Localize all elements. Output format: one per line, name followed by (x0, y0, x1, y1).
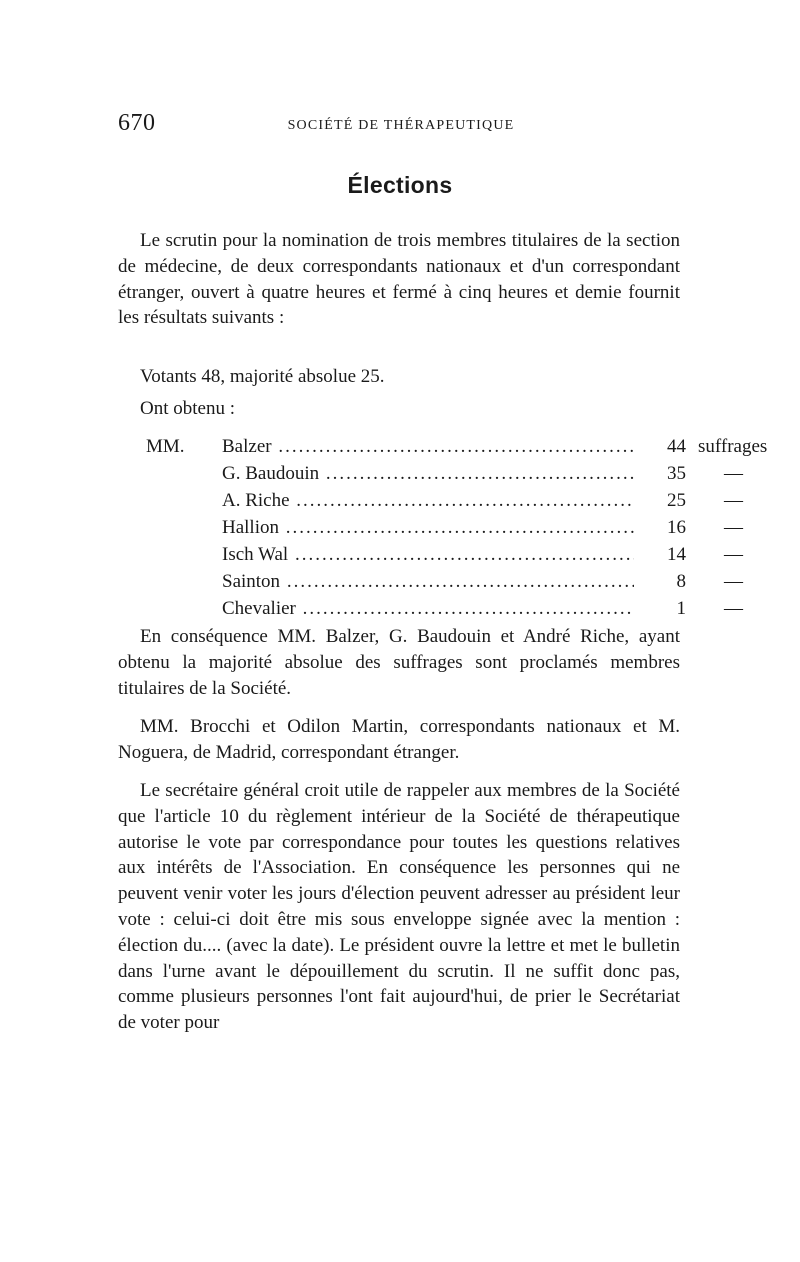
vote-unit: — (724, 517, 743, 538)
votants-line: Votants 48, majorité absolue 25. (140, 366, 385, 387)
obtenu-line: Ont obtenu : (140, 398, 235, 419)
result-title: MM. (146, 436, 185, 457)
correspondants-paragraph: MM. Brocchi et Odilon Martin, correspondants nationaux et M. Noguera, de Madrid, correspondant étranger. (118, 716, 680, 763)
result-row (146, 434, 768, 460)
vote-count: 44 (634, 434, 690, 460)
candidate-name: A. Riche ..... (222, 488, 634, 514)
candidate-name: Isch Wal ..... (222, 542, 634, 568)
result-row (146, 461, 743, 487)
vote-count: 8 (634, 569, 690, 595)
vote-count: 35 (634, 461, 690, 487)
vote-unit: — (724, 571, 743, 592)
consequence-paragraph: En conséquence MM. Balzer, G. Baudouin et André Riche, ayant obtenu la majorité absolue des suffrages sont proclamés membres titulaires de la Société. (118, 626, 680, 699)
candidate-name: G. Baudouin ..... (222, 461, 634, 487)
section-title: Élections (347, 172, 453, 198)
secretaire-paragraph: Le secrétaire général croit utile de rappeler aux membres de la Société que l'article 10 du règlement intérieur de la Société de thérapeutique autorise le vote par correspondance pour toutes les questions relatives aux intérêts de l'Association. En conséquence les personnes qui ne peuvent venir voter les jours d'élection peuvent adresser au président leur vote : celui-ci doit être mis sous enveloppe signée avec la mention : élection du.... (avec la date). Le président ouvre la lettre et met le bulletin dans l'urne avant le dépouillement du scrutin. Il ne suffit donc pas, comme plusieurs personnes l'ont fait aujourd'hui, de prier le Secrétariat de voter pour (118, 780, 680, 1034)
vote-unit: suffrages (698, 436, 768, 457)
intro-paragraph: Le scrutin pour la nomination de trois membres titulaires de la section de médecine, de deux correspondants nationaux et d'un correspondant étranger, ouvert à quatre heures et fermé à cinq heures et demie fournit les résultats suivants : (118, 230, 680, 329)
vote-unit: — (724, 598, 743, 619)
vote-unit: — (724, 490, 743, 511)
vote-count: 1 (634, 596, 690, 622)
result-row (146, 569, 743, 595)
page-number: 670 (118, 110, 156, 136)
vote-count: 14 (634, 542, 690, 568)
candidate-name: Chevalier ..... (222, 596, 634, 622)
vote-unit: — (724, 544, 743, 565)
result-row (146, 542, 743, 568)
vote-count: 16 (634, 515, 690, 541)
vote-unit: — (724, 463, 743, 484)
result-row (146, 488, 743, 514)
result-row (146, 515, 743, 541)
running-head: SOCIÉTÉ DE THÉRAPEUTIQUE (287, 118, 515, 133)
candidate-name: Hallion ..... (222, 515, 634, 541)
candidate-name: Balzer ..... (222, 434, 634, 460)
result-row (146, 596, 743, 622)
candidate-name: Sainton ..... (222, 569, 634, 595)
page-header (118, 110, 684, 140)
vote-count: 25 (634, 488, 690, 514)
